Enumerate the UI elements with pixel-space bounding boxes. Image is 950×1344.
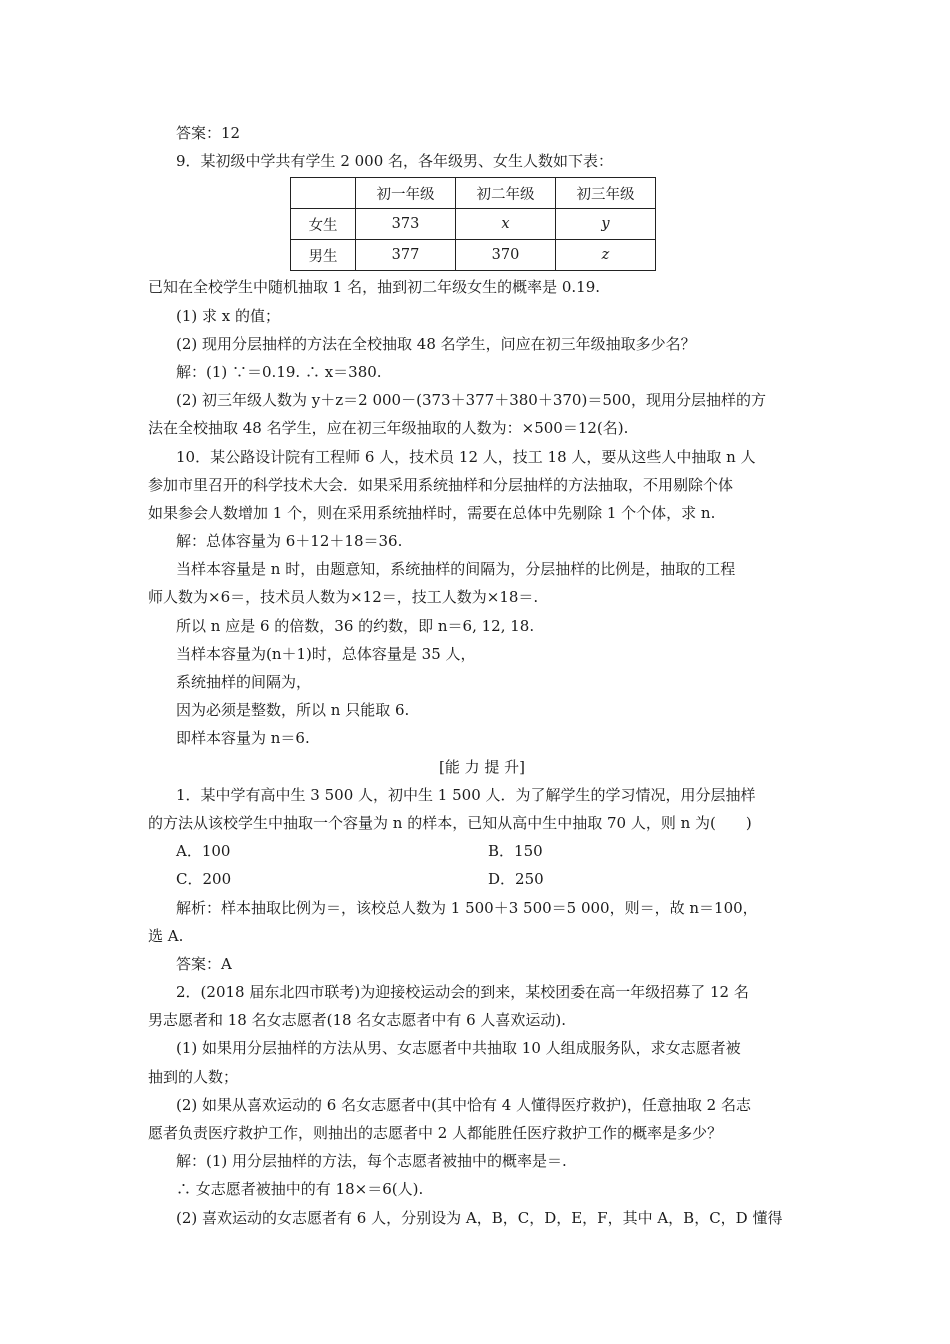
table-header-cell	[291, 178, 356, 209]
option-a: A．100	[176, 842, 231, 861]
question-9-line: 9．某初级中学共有学生 2 000 名，各年级男、女生人数如下表：	[176, 152, 614, 171]
text-line: 愿者负责医疗救护工作，则抽出的志愿者中 2 人都能胜任医疗救护工作的概率是多少？	[148, 1124, 723, 1142]
text-line: 当样本容量为(n＋1)时，总体容量是 35 人，	[176, 644, 476, 663]
text-line: 所以 n 应是 6 的倍数，36 的约数，即 n＝6, 12, 18.	[176, 616, 535, 635]
table-cell: 373	[356, 209, 456, 240]
table-row	[291, 209, 656, 240]
table-cell: 男生	[291, 240, 356, 271]
text-line: ∴ 女志愿者被抽中的有 18×＝6(人).	[176, 1180, 424, 1199]
table-header-cell: 初一年级	[356, 178, 456, 209]
text-line: 如果参会人数增加 1 个，则在采用系统抽样时，需要在总体中先剔除 1 个个体，求 n.	[148, 503, 716, 522]
text-line: (2) 如果从喜欢运动的 6 名女志愿者中(其中恰有 4 人懂得医疗救护)，任意抽取 2 名志	[176, 1095, 751, 1114]
grade-table	[290, 177, 656, 271]
text-line: (2) 现用分层抽样的方法在全校抽取 48 名学生，问应在初三年级抽取多少名？	[176, 334, 696, 353]
table-cell: x	[456, 209, 556, 240]
options-row	[148, 865, 816, 893]
text-line: 男志愿者和 18 名女志愿者(18 名女志愿者中有 6 人喜欢运动).	[148, 1011, 567, 1030]
text-line: 解析：样本抽取比例为＝，该校总人数为 1 500＋3 500＝5 000，则＝，故 n＝100，	[176, 898, 758, 917]
option-c: C．200	[176, 870, 232, 889]
text-line: 参加市里召开的科学技术大会．如果采用系统抽样和分层抽样的方法抽取，不用剔除个体	[148, 475, 734, 494]
text-line: 解：(1) 用分层抽样的方法，每个志愿者被抽中的概率是＝.	[176, 1152, 567, 1171]
text-line: 系统抽样的间隔为，	[176, 673, 312, 691]
text-line: (1) 如果用分层抽样的方法从男、女志愿者中共抽取 10 人组成服务队，求女志愿者被	[176, 1039, 741, 1058]
text-line: 即样本容量为 n＝6.	[176, 729, 310, 748]
answer-line: 答案：12	[176, 124, 241, 142]
table-cell: y	[556, 209, 656, 240]
table-header-row	[291, 178, 656, 209]
text-line: 法在全校抽取 48 名学生，应在初三年级抽取的人数为：×500＝12(名).	[148, 419, 629, 438]
option-d: D．250	[488, 870, 544, 889]
text-line: 解：总体容量为 6＋12＋18＝36.	[176, 532, 403, 551]
options-row	[148, 837, 816, 865]
answer-line: 答案：A	[176, 954, 232, 973]
text-line: (1) 求 x 的值；	[176, 306, 281, 325]
table-cell: 377	[356, 240, 456, 271]
table-cell: 女生	[291, 209, 356, 240]
text-line: 抽到的人数；	[148, 1067, 239, 1086]
text-line: 已知在全校学生中随机抽取 1 名，抽到初二年级女生的概率是 0.19.	[148, 278, 601, 297]
text-line: 师人数为×6＝，技术员人数为×12＝，技工人数为×18＝.	[148, 588, 539, 607]
section-heading: [能 力 提 升]	[438, 757, 525, 776]
table-header-cell: 初二年级	[456, 178, 556, 209]
question-2-line: 2．(2018 届东北四市联考)为迎接校运动会的到来，某校团委在高一年级招募了 12 名	[176, 983, 749, 1002]
text-line: 选 A.	[148, 926, 184, 945]
table-row	[291, 240, 656, 271]
text-line: 的方法从该校学生中抽取一个容量为 n 的样本，已知从高中生中抽取 70 人，则 n 为( )	[148, 813, 752, 832]
text-line: (2) 喜欢运动的女志愿者有 6 人，分别设为 A，B，C，D，E，F，其中 A，B，C，D 懂得	[176, 1208, 783, 1227]
question-1-line: 1．某中学有高中生 3 500 人，初中生 1 500 人．为了解学生的学习情况，用分层抽样	[176, 785, 756, 804]
table-cell: z	[556, 240, 656, 271]
text-line: (2) 初三年级人数为 y＋z＝2 000－(373＋377＋380＋370)＝500，现用分层抽样的方	[176, 391, 766, 410]
question-10-line: 10．某公路设计院有工程师 6 人，技术员 12 人，技工 18 人，要从这些人中抽取 n 人	[176, 447, 756, 466]
table-header-cell: 初三年级	[556, 178, 656, 209]
table-cell: 370	[456, 240, 556, 271]
option-b: B．150	[488, 842, 543, 861]
page-content	[148, 119, 816, 1232]
text-line: 解：(1) ∵＝0.19. ∴ x＝380.	[176, 362, 382, 381]
text-line: 因为必须是整数，所以 n 只能取 6.	[176, 701, 410, 720]
text-line: 当样本容量是 n 时，由题意知，系统抽样的间隔为，分层抽样的比例是，抽取的工程	[176, 560, 736, 579]
